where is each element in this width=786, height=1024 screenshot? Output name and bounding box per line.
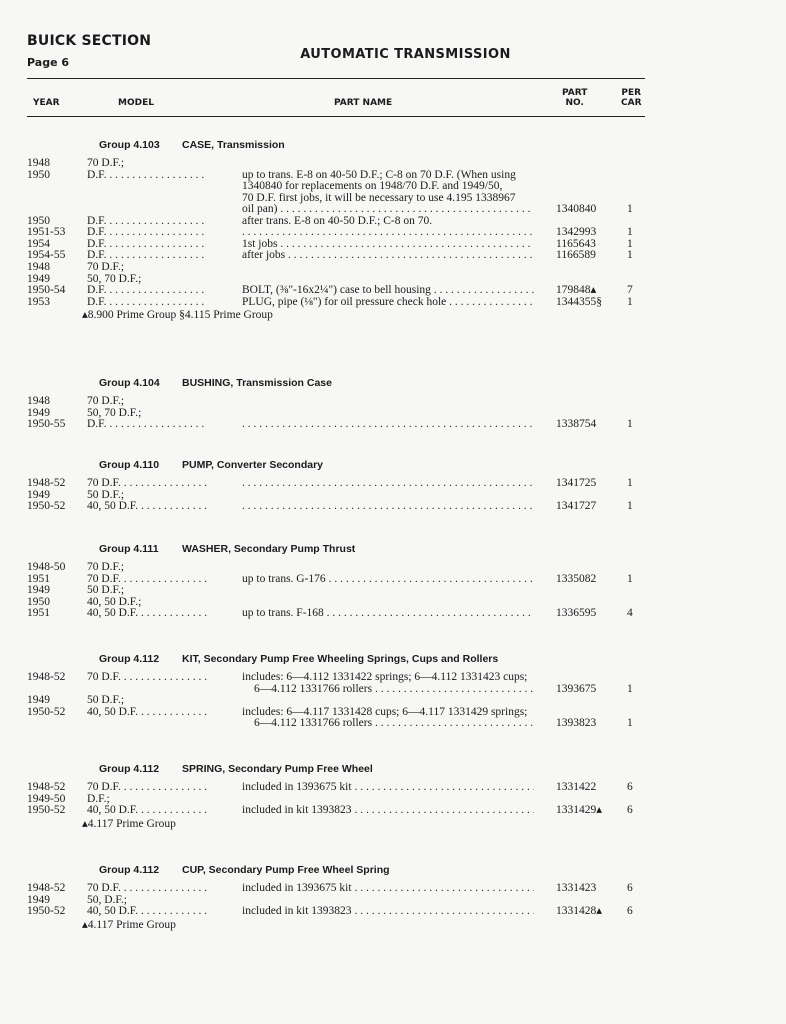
year-cell: 1949-50 [27,792,66,805]
group-title: CUP, Secondary Pump Free Wheel Spring [182,864,390,876]
part-name-cell: included in 1393675 kit . . . [242,782,534,794]
part-name-cell: 1st jobs . . . [242,239,534,251]
part-name-cell: includes: 6—4.112 1331422 springs; 6—4.112 1331423 cups; [242,671,528,683]
part-name-cell: 6—4.112 1331766 rollers . . . [254,684,534,696]
part-name-leader [242,227,534,239]
group-heading [0,544,786,556]
part-name-cell: up to trans. G-176 . . . [242,574,534,586]
year-cell: 1948-52 [27,781,66,793]
per-car-cell: 7 [627,284,633,297]
year-cell: 1949 [27,488,50,501]
part-name-cell: included in kit 1393823 . . . [242,906,534,918]
per-car-cell: 1 [627,572,633,585]
year-cell: 1950-54 [27,284,66,297]
year-cell: 1951 [27,607,50,620]
year-cell: 1951-53 [27,226,66,239]
col-header-part-no-line2: NO. [565,98,584,108]
model-cell: D.F. . . . [87,227,207,239]
per-car-cell: 6 [627,882,633,894]
year-cell: 1950-52 [27,705,66,718]
table-row [0,490,786,502]
group-heading [0,378,786,390]
part-number-cell: 1331422 [556,781,597,793]
model-cell: 50, 70 D.F.; [87,406,142,419]
part-name-leader [242,478,534,490]
table-row [0,501,786,513]
section-title: BUICK SECTION [27,33,152,49]
year-cell: 1949 [27,694,50,707]
model-cell: 50, 70 D.F.; [87,272,142,285]
year-cell: 1950-52 [27,500,66,513]
part-name-cell: after trans. E-8 on 40-50 D.F.; C-8 on 70. [242,214,433,227]
group-number: Group 4.112 [99,653,160,665]
col-header-per-car-line2: CAR [621,98,642,108]
model-cell: 40, 50 D.F. . . . [87,501,207,513]
per-car-cell: 6 [627,781,633,793]
part-name-leader [242,419,534,431]
table-row [0,239,786,251]
col-header-part-no-line1: PART [562,88,588,98]
part-number-cell: 1341727 [556,500,597,513]
part-number-cell: 1331429▴ [556,804,603,817]
year-cell: 1949 [27,584,50,597]
year-cell: 1949 [27,406,50,419]
model-cell: 70 D.F. . . . [87,574,207,586]
table-row [0,227,786,239]
group-title: WASHER, Secondary Pump Thrust [182,543,356,555]
part-number-cell: 179848▴ [556,284,597,297]
table-row [0,274,786,286]
part-name-cell: BOLT, (⅜"-16x2¼") case to bell housing . . . [242,285,534,297]
model-cell: 70 D.F. . . . [87,478,207,490]
group-title: CASE, Transmission [182,139,285,151]
part-number-cell: 1331428▴ [556,905,603,918]
table-row [0,794,786,806]
group-footnote: ▴4.117 Prime Group [82,918,176,931]
model-cell: D.F. . . . [87,419,207,431]
year-cell: 1948-52 [27,882,66,894]
year-cell: 1949 [27,272,50,285]
per-car-cell: 6 [627,905,633,918]
model-cell: D.F. . . . [87,250,207,262]
group-number: Group 4.112 [99,763,160,775]
per-car-cell: 1 [627,682,633,695]
group-number: Group 4.112 [99,864,160,876]
per-car-cell: 1 [627,226,633,239]
model-cell: 50 D.F.; [87,584,125,597]
model-cell: D.F.; [87,792,110,805]
part-number-cell: 1338754 [556,418,597,431]
year-cell: 1948 [27,260,50,273]
part-number-cell: 1341725 [556,477,597,489]
table-row [0,608,786,620]
model-cell: D.F. . . . [87,285,207,297]
table-row [0,193,786,205]
model-cell: 40, 50 D.F. . . . [87,707,207,719]
part-name-cell: includes: 6—4.117 1331428 cups; 6—4.117 1331429 springs; [242,705,528,718]
part-name-cell: 70 D.F. first jobs, it will be necessary to use 4.195 1338967 [242,191,516,204]
table-row [0,562,786,574]
year-cell: 1948 [27,395,50,407]
year-cell: 1950-52 [27,905,66,918]
table-row [0,297,786,309]
col-header-part-name: PART NAME [334,98,393,108]
part-number-cell: 1344355§ [556,295,602,308]
model-cell: 50, D.F.; [87,893,127,906]
part-number-cell: 1393675 [556,682,597,695]
col-header-per-car-line1: PER [621,88,642,98]
part-number-cell: 1336595 [556,607,597,620]
group-heading [0,460,786,472]
year-cell: 1948 [27,157,50,169]
year-cell: 1954-55 [27,249,66,262]
part-number-cell: 1342993 [556,226,597,239]
part-number-cell: 1340840 [556,203,597,216]
part-name-cell: PLUG, pipe (⅛") for oil pressure check hole . . . [242,297,534,309]
model-cell: 70 D.F.; [87,561,125,573]
model-cell: 70 D.F. . . . [87,883,207,895]
table-row [0,216,786,228]
table-row [0,597,786,609]
table-row [0,408,786,420]
model-cell: 40, 50 D.F. . . . [87,906,207,918]
per-car-cell: 1 [627,237,633,250]
per-car-cell: 1 [627,295,633,308]
per-car-cell: 1 [627,500,633,513]
part-name-cell: oil pan) . . . [242,204,534,216]
part-number-cell: 1335082 [556,572,597,585]
model-cell: 40, 50 D.F. . . . [87,805,207,817]
per-car-cell: 6 [627,804,633,817]
model-cell: D.F. . . . [87,216,207,228]
per-car-cell: 1 [627,249,633,262]
col-header-year: YEAR [33,98,60,108]
part-number-cell: 1166589 [556,249,596,262]
group-title: BUSHING, Transmission Case [182,377,332,389]
group-title: PUMP, Converter Secondary [182,459,324,471]
part-name-cell: up to trans. F-168 . . . [242,608,534,620]
per-car-cell: 1 [627,477,633,489]
model-cell: 70 D.F. . . . [87,672,207,684]
per-car-cell: 1 [627,203,633,216]
table-row [0,895,786,907]
year-cell: 1950 [27,595,50,608]
model-cell: 40, 50 D.F.; [87,595,142,608]
year-cell: 1948-50 [27,561,66,573]
model-cell: 70 D.F.; [87,260,125,273]
group-heading [0,140,786,152]
year-cell: 1951 [27,572,50,585]
year-cell: 1949 [27,893,50,906]
group-number: Group 4.104 [99,377,160,389]
table-row [0,718,786,730]
per-car-cell: 4 [627,607,633,620]
model-cell: 50 D.F.; [87,488,125,501]
group-number: Group 4.110 [99,459,160,471]
year-cell: 1953 [27,295,50,308]
year-cell: 1950-55 [27,418,66,431]
group-title: SPRING, Secondary Pump Free Wheel [182,763,373,775]
page-number: Page 6 [27,56,70,69]
year-cell: 1950 [27,168,50,181]
model-cell: 70 D.F.; [87,157,125,169]
model-cell: 70 D.F. . . . [87,782,207,794]
table-row [0,672,786,684]
part-name-cell: 6—4.112 1331766 rollers . . . [254,718,534,730]
table-row [0,419,786,431]
part-name-cell: 1340840 for replacements on 1948/70 D.F. and 1949/50, [242,180,503,193]
table-row [0,805,786,817]
model-cell: 50 D.F.; [87,694,125,707]
group-heading [0,764,786,776]
part-number-cell: 1331423 [556,882,597,894]
year-cell: 1950 [27,214,50,227]
year-cell: 1950-52 [27,804,66,817]
part-name-cell: after jobs . . . [242,250,534,262]
table-row [0,285,786,297]
per-car-cell: 1 [627,717,633,730]
part-number-cell: 1165643 [556,237,596,250]
model-cell: 70 D.F.; [87,395,125,407]
group-heading [0,654,786,666]
table-row [0,906,786,918]
group-footnote: ▴4.117 Prime Group [82,817,176,830]
model-cell: D.F. . . . [87,170,207,182]
group-footnote: ▴8.900 Prime Group §4.115 Prime Group [82,309,273,322]
table-row [0,782,786,794]
part-name-cell: included in kit 1393823 . . . [242,805,534,817]
part-name-cell: included in 1393675 kit . . . [242,883,534,895]
year-cell: 1954 [27,237,50,250]
part-number-cell: 1393823 [556,717,597,730]
group-number: Group 4.103 [99,139,160,151]
table-row [0,707,786,719]
page-title: AUTOMATIC TRANSMISSION [300,47,511,62]
col-header-model: MODEL [118,98,154,108]
model-cell: 40, 50 D.F. . . . [87,608,207,620]
year-cell: 1948-52 [27,477,66,489]
group-title: KIT, Secondary Pump Free Wheeling Springs, Cups and Rollers [182,653,499,665]
part-name-leader [242,501,534,513]
model-cell: D.F. . . . [87,239,207,251]
part-name-cell: up to trans. E-8 on 40-50 D.F.; C-8 on 70 D.F. (When using [242,168,516,181]
group-number: Group 4.111 [99,543,159,555]
per-car-cell: 1 [627,418,633,431]
year-cell: 1948-52 [27,671,66,683]
model-cell: D.F. . . . [87,297,207,309]
group-heading [0,865,786,877]
